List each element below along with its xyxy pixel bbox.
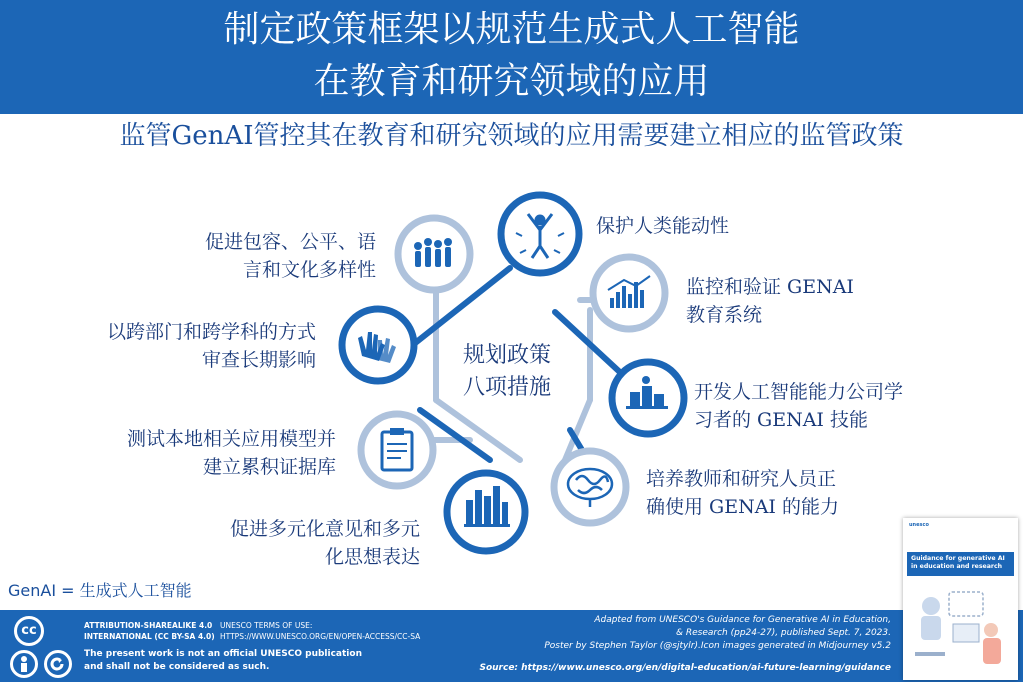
measure-label-line: 确使用 GENAI 的能力 (646, 496, 839, 518)
measure-label-human-agency (596, 212, 729, 240)
license-line: ATTRIBUTION-SHAREALIKE 4.0 (84, 621, 213, 630)
credit-line: & Research (pp24-27), published Sept. 7, 2023. (675, 628, 891, 638)
measure-label-diversity (196, 515, 420, 571)
license-text (84, 620, 215, 642)
measure-label-skills (694, 378, 903, 434)
measure-label-monitoring (686, 273, 854, 329)
measure-label-line: 监控和验证 GENAI (686, 276, 854, 298)
cover-title (907, 552, 1014, 576)
share-alike-icon (44, 650, 72, 678)
footer (0, 610, 1023, 682)
measure-label-inclusion (170, 228, 376, 284)
guidance-cover-thumbnail (903, 518, 1018, 680)
disclaimer-line: and shall not be considered as such. (84, 662, 270, 672)
title-line-1: 制定政策框架以规范生成式人工智能 (223, 9, 800, 50)
measure-label-line: 习者的 GENAI 技能 (694, 409, 868, 431)
measure-label-teachers (646, 465, 839, 521)
attribution-icon (10, 650, 38, 678)
terms-link[interactable]: HTTPS://WWW.UNESCO.ORG/EN/OPEN-ACCESS/CC-SA (220, 632, 421, 641)
measure-label-line: 保护人类能动性 (596, 215, 730, 237)
measure-label-line: 促进包容、公平、语 (204, 231, 376, 253)
source-link[interactable]: Source: https://www.unesco.org/en/digital-education/ai-future-learning/guidance (479, 663, 891, 673)
attribution-credit (471, 614, 891, 653)
creative-commons-icon: cc (14, 616, 44, 646)
cover-title-line: Guidance for generative AI (911, 555, 1005, 562)
measure-label-line: 化思想表达 (324, 546, 420, 568)
terms-line: UNESCO TERMS OF USE: (220, 621, 313, 630)
unesco-logo: unesco (909, 522, 929, 528)
subtitle: 监管GenAI管控其在教育和研究领域的应用需要建立相应的监管政策 (119, 121, 904, 151)
credit-line: Poster by Stephen Taylor (@sjtylr).Icon images generated in Midjourney v5.2 (544, 641, 891, 651)
measure-label-testing (86, 425, 336, 481)
measure-label-line: 促进多元化意见和多元 (229, 518, 420, 540)
measure-label-line: 教育系统 (686, 304, 763, 326)
measure-label-line: 审查长期影响 (201, 349, 316, 371)
clipboard-icon (382, 428, 412, 470)
measure-label-line: 言和文化多样性 (242, 259, 376, 281)
credit-line: Adapted from UNESCO's Guidance for Generative AI in Education, (594, 615, 891, 625)
title-line-2: 在教育和研究领域的应用 (313, 61, 710, 102)
measure-label-long-term (66, 318, 316, 374)
center-label-line-2: 八项措施 (462, 375, 551, 400)
disclaimer (84, 648, 362, 674)
circle-monitoring (593, 257, 665, 329)
center-label-line-1: 规划政策 (462, 343, 551, 368)
abbreviation-note: GenAI = 生成式人工智能 (8, 581, 192, 600)
cover-title-line: in education and research (911, 563, 1003, 570)
measure-label-line: 以跨部门和跨学科的方式 (106, 321, 316, 343)
disclaimer-line: The present work is not an official UNESCO publication (84, 649, 362, 659)
cover-illustration (909, 582, 1013, 674)
circle-brain (554, 451, 626, 523)
measure-label-line: 建立累积证据库 (202, 456, 336, 478)
measure-label-line: 测试本地相关应用模型并 (126, 428, 336, 450)
terms-of-use (220, 620, 420, 642)
license-line: INTERNATIONAL (CC BY-SA 4.0) (84, 632, 215, 641)
center-label (452, 340, 562, 404)
measure-label-line: 开发人工智能能力公司学 (694, 381, 904, 403)
measure-label-line: 培养教师和研究人员正 (646, 468, 837, 490)
circle-people (398, 218, 470, 290)
